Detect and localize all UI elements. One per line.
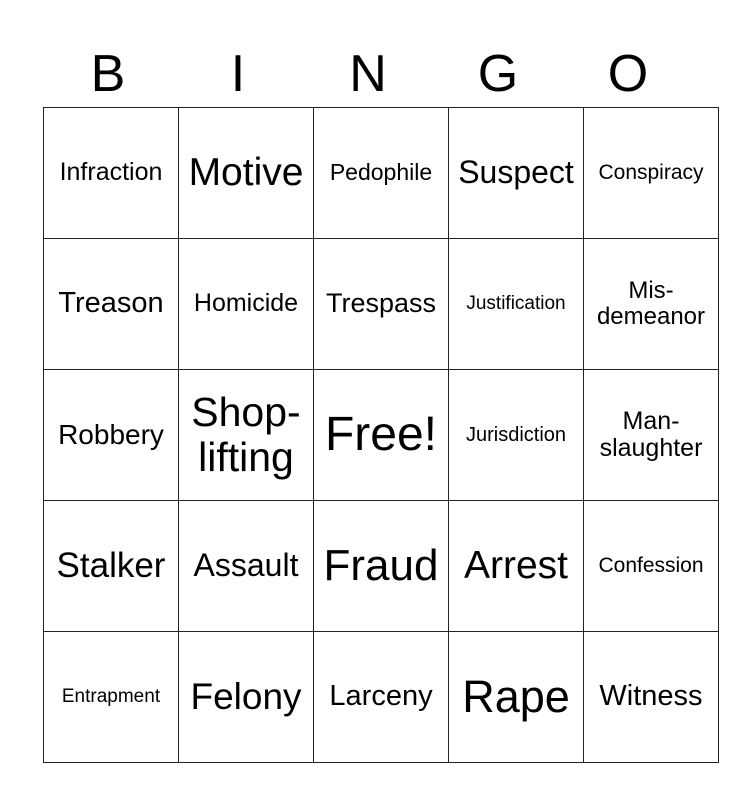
bingo-cell: Felony xyxy=(179,632,314,763)
bingo-cell: Free! xyxy=(314,370,449,501)
header-letter-i: I xyxy=(230,45,246,103)
header-letter-g: G xyxy=(477,45,519,103)
bingo-grid xyxy=(43,107,719,763)
bingo-cell: Mis- demeanor xyxy=(584,239,719,370)
bingo-cell: Homicide xyxy=(179,239,314,370)
bingo-row xyxy=(44,108,719,239)
bingo-cell: Assault xyxy=(179,501,314,632)
bingo-cell: Treason xyxy=(44,239,179,370)
bingo-row xyxy=(44,239,719,370)
bingo-cell: Motive xyxy=(179,108,314,239)
bingo-cell: Jurisdiction xyxy=(449,370,584,501)
header-letter-o: O xyxy=(607,45,649,103)
bingo-cell: Shop- lifting xyxy=(179,370,314,501)
bingo-cell: Pedophile xyxy=(314,108,449,239)
bingo-cell: Justification xyxy=(449,239,584,370)
bingo-cell: Confession xyxy=(584,501,719,632)
bingo-cell: Arrest xyxy=(449,501,584,632)
bingo-cell: Robbery xyxy=(44,370,179,501)
bingo-cell: Larceny xyxy=(314,632,449,763)
bingo-row xyxy=(44,370,719,501)
bingo-cell: Conspiracy xyxy=(584,108,719,239)
bingo-row xyxy=(44,632,719,763)
bingo-cell: Suspect xyxy=(449,108,584,239)
bingo-cell: Trespass xyxy=(314,239,449,370)
header-letter-b: B xyxy=(90,45,126,103)
bingo-cell: Infraction xyxy=(44,108,179,239)
bingo-cell: Witness xyxy=(584,632,719,763)
bingo-header xyxy=(43,42,693,106)
bingo-cell: Stalker xyxy=(44,501,179,632)
bingo-cell: Entrapment xyxy=(44,632,179,763)
bingo-cell: Man- slaughter xyxy=(584,370,719,501)
header-letter-n: N xyxy=(349,45,387,103)
bingo-cell: Fraud xyxy=(314,501,449,632)
bingo-cell: Rape xyxy=(449,632,584,763)
bingo-row xyxy=(44,501,719,632)
